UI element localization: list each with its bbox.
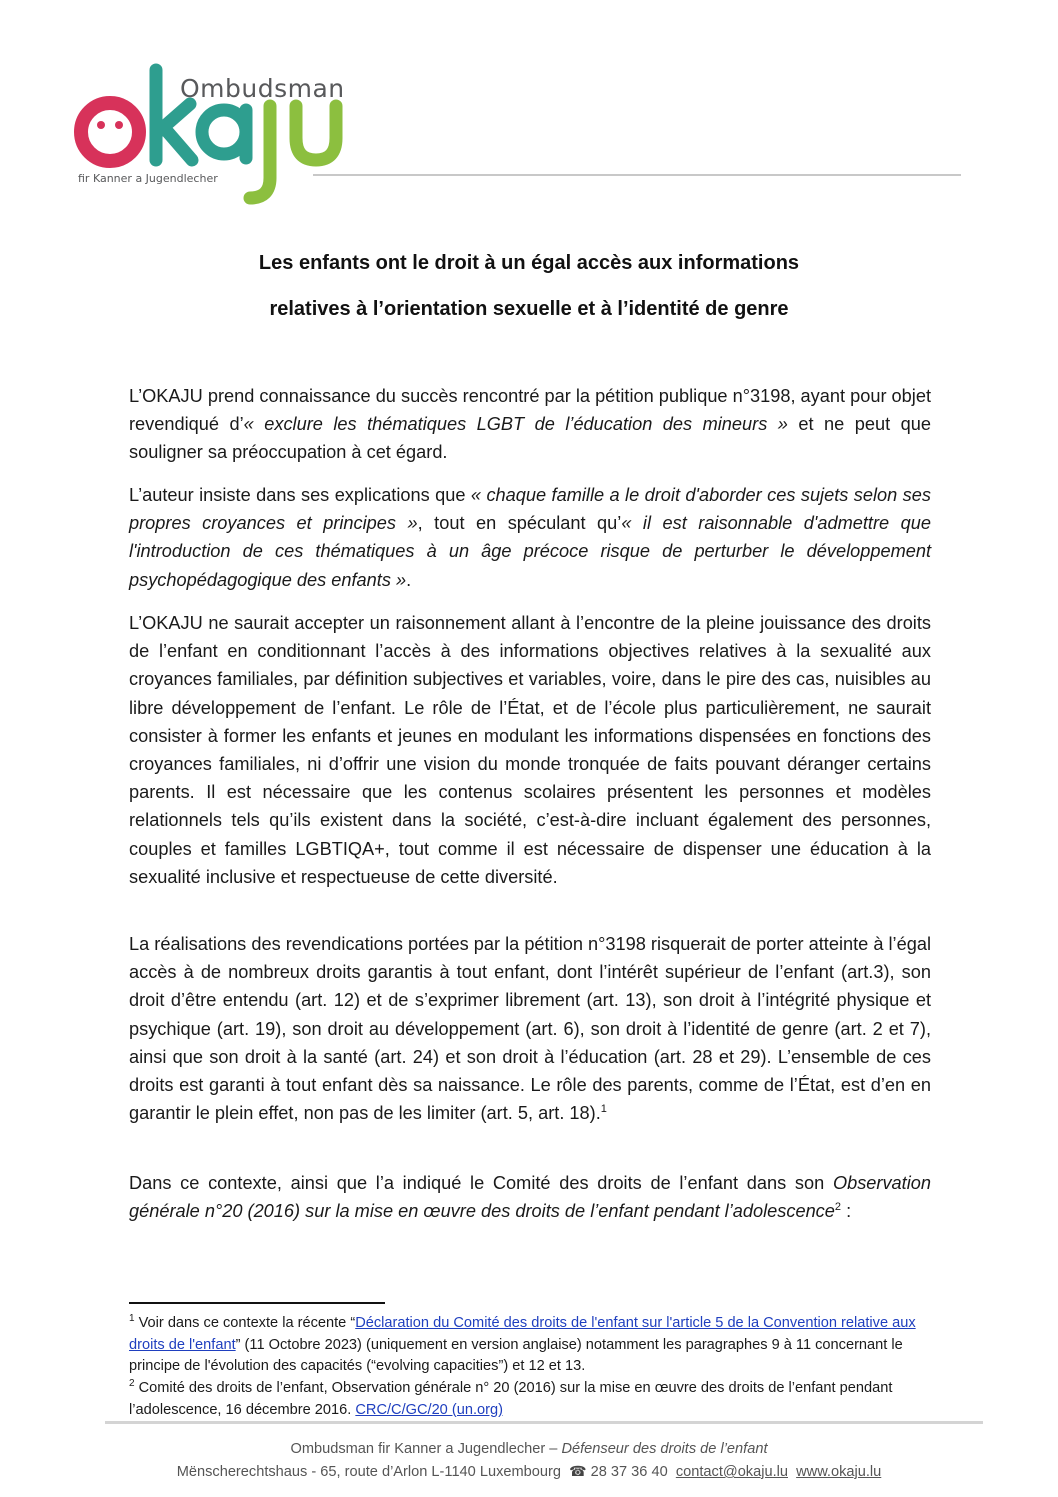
document-title-line-2: relatives à l’orientation sexuelle et à l’identité de genre — [269, 298, 789, 320]
paragraph-3-text: L’OKAJU ne saurait accepter un raisonnement allant à l’encontre de la pleine jouissance des droits de l’enfant en conditionnant l’accès à des informations objectives relatives à la sexualité aux croyances familiales, par définition subjectives et variables, voire, dans le pire des cas, nuisibles au libre développement de l’enfant. Le rôle de l’État, et de l’école plus particulièrement, ne saurait consister à former les enfants et jeunes en modulant les informations dispensées en fonctions des croyances familiales, ni d’offrir une vision du monde tronquée de faits pouvant déranger certains parents. Il est nécessaire que les contenus scolaires présentent les personnes et modèles relationnels tels qu’ils existent dans la société, c’est-à-dire incluant également des personnes, couples et familles LGBTIQA+, tout comme il est nécessaire de dispenser une éducation à la sexualité inclusive et respectueuse de cette diversité. — [129, 613, 931, 887]
footer-line-1 — [100, 1441, 958, 1457]
logo-ombudsman-text: Ombudsman — [180, 74, 345, 103]
paragraph-1-text-a: L’OKAJU prend connaissance du succès rencontré par la pétition publique n°3198, ayant pour objet revendiqué d’ — [129, 386, 931, 435]
footnote-ref-2[interactable]: 2 — [834, 1201, 842, 1214]
okaju-logo — [74, 60, 354, 210]
paragraph-2-quote-2: « il est raisonnable d'admettre que l'introduction de ces thématiques à un âge précoce risque de perturber le développement psychopédagogique des enfants » — [129, 513, 931, 590]
telephone-icon: ☎ — [569, 1463, 587, 1479]
footer-phone: 28 37 36 40 — [590, 1464, 668, 1480]
paragraph-3 — [129, 609, 931, 891]
footnote-1-number: 1 — [129, 1313, 135, 1325]
footer-org-name: Ombudsman fir Kanner a Jugendlecher — [290, 1441, 546, 1457]
logo-eye-left — [97, 121, 105, 129]
paragraph-2-quote-1: « chaque famille a le droit d'aborder ces sujets selon ses propres croyances et principes » — [129, 485, 931, 534]
footnote-divider — [129, 1302, 385, 1304]
footer-line-2 — [100, 1463, 958, 1480]
footnote-1 — [129, 1313, 931, 1378]
paragraph-4 — [129, 930, 931, 1127]
paragraph-5-text-a: Dans ce contexte, ainsi que l’a indiqué le Comité des droits de l’enfant dans son — [129, 1173, 833, 1193]
paragraph-2 — [129, 481, 931, 594]
paragraph-5 — [129, 1169, 931, 1225]
logo-letter-a-bowl — [202, 110, 246, 154]
paragraph-2-text-a: L’auteur insiste dans ses explications que — [129, 485, 471, 505]
logo-letter-o — [81, 103, 139, 161]
footer-divider — [105, 1421, 983, 1424]
footer-email-link[interactable]: contact@okaju.lu — [675, 1464, 788, 1480]
footnote-1-text-before: Voir dans ce contexte la récente “ — [134, 1315, 356, 1331]
footnote-2 — [129, 1378, 931, 1421]
paragraph-4-text: La réalisations des revendications portées par la pétition n°3198 risquerait de porter atteinte à l’égal accès à de nombreux droits garantis à tout enfant, dont l’intérêt supérieur de l’enfant (art.3), son droit d’être entendu (art. 12) et de s’exprimer librement (art. 13), son droit à l’intégrité physique et psychique (art. 19), son droit au développement (art. 6), son droit à l’identité de genre (art. 2 et 7), ainsi que son droit à la santé (art. 24) et son droit à l’éducation (art. 28 et 29). L’ensemble de ces droits est garanti à tout enfant dès sa naissance. Le rôle des parents, comme de l’État, est d’en en garantir le plein effet, non pas de les limiter (art. 5, art. 18). — [129, 934, 931, 1124]
paragraph-2-text-e: . — [406, 569, 412, 590]
paragraph-1-quote: « exclure les thématiques LGBT de l’éducation des mineurs » — [243, 414, 788, 435]
header-divider — [313, 174, 961, 176]
logo-tagline: fir Kanner a Jugendlecher — [78, 172, 218, 185]
footer-address: Mënscherechtshaus - 65, route d’Arlon L-1140 Luxembourg — [176, 1464, 561, 1480]
footer-role: Défenseur des droits de l’enfant — [561, 1441, 768, 1457]
footer-website-link[interactable]: www.okaju.lu — [796, 1464, 882, 1480]
logo-letter-u — [296, 106, 336, 160]
paragraph-1 — [129, 382, 931, 467]
logo-letter-k-leg — [166, 130, 192, 160]
paragraph-5-observation-title: Observation générale n°20 (2016) sur la mise en œuvre des droits de l’enfant pendant l’adolescence — [129, 1173, 931, 1222]
paragraph-2-text-c: , tout en spéculant qu’ — [417, 513, 622, 534]
document-title-line-1: Les enfants ont le droit à un égal accès aux informations — [258, 252, 800, 274]
footnote-1-text-after: ” (11 Octobre 2023) (uniquement en version anglaise) notamment les paragraphes 9 à 11 concernant le principe de l'évolution des capacités (“evolving capacities”) et 12 et 13. — [129, 1336, 903, 1375]
paragraph-5-text-c: : — [841, 1201, 852, 1222]
footnote-2-link[interactable]: CRC/C/GC/20 (un.org) — [355, 1401, 503, 1418]
logo-letter-j — [250, 106, 270, 198]
footnote-ref-1[interactable]: 1 — [600, 1103, 607, 1116]
footnote-2-text-before: Comité des droits de l’enfant, Observation générale n° 20 (2016) sur la mise en œuvre des droits de l’enfant pendant l’adolescence, 16 décembre 2016. — [129, 1380, 893, 1418]
logo-eye-right — [115, 121, 123, 129]
footnote-1-link[interactable]: Déclaration du Comité des droits de l'enfant sur l'article 5 de la Convention relative aux droits de l'enfant — [129, 1315, 916, 1353]
footnote-2-number: 2 — [129, 1378, 135, 1390]
paragraph-1-text-c: et ne peut que souligner sa préoccupation à cet égard. — [129, 414, 931, 463]
footer-dash: – — [545, 1441, 562, 1457]
